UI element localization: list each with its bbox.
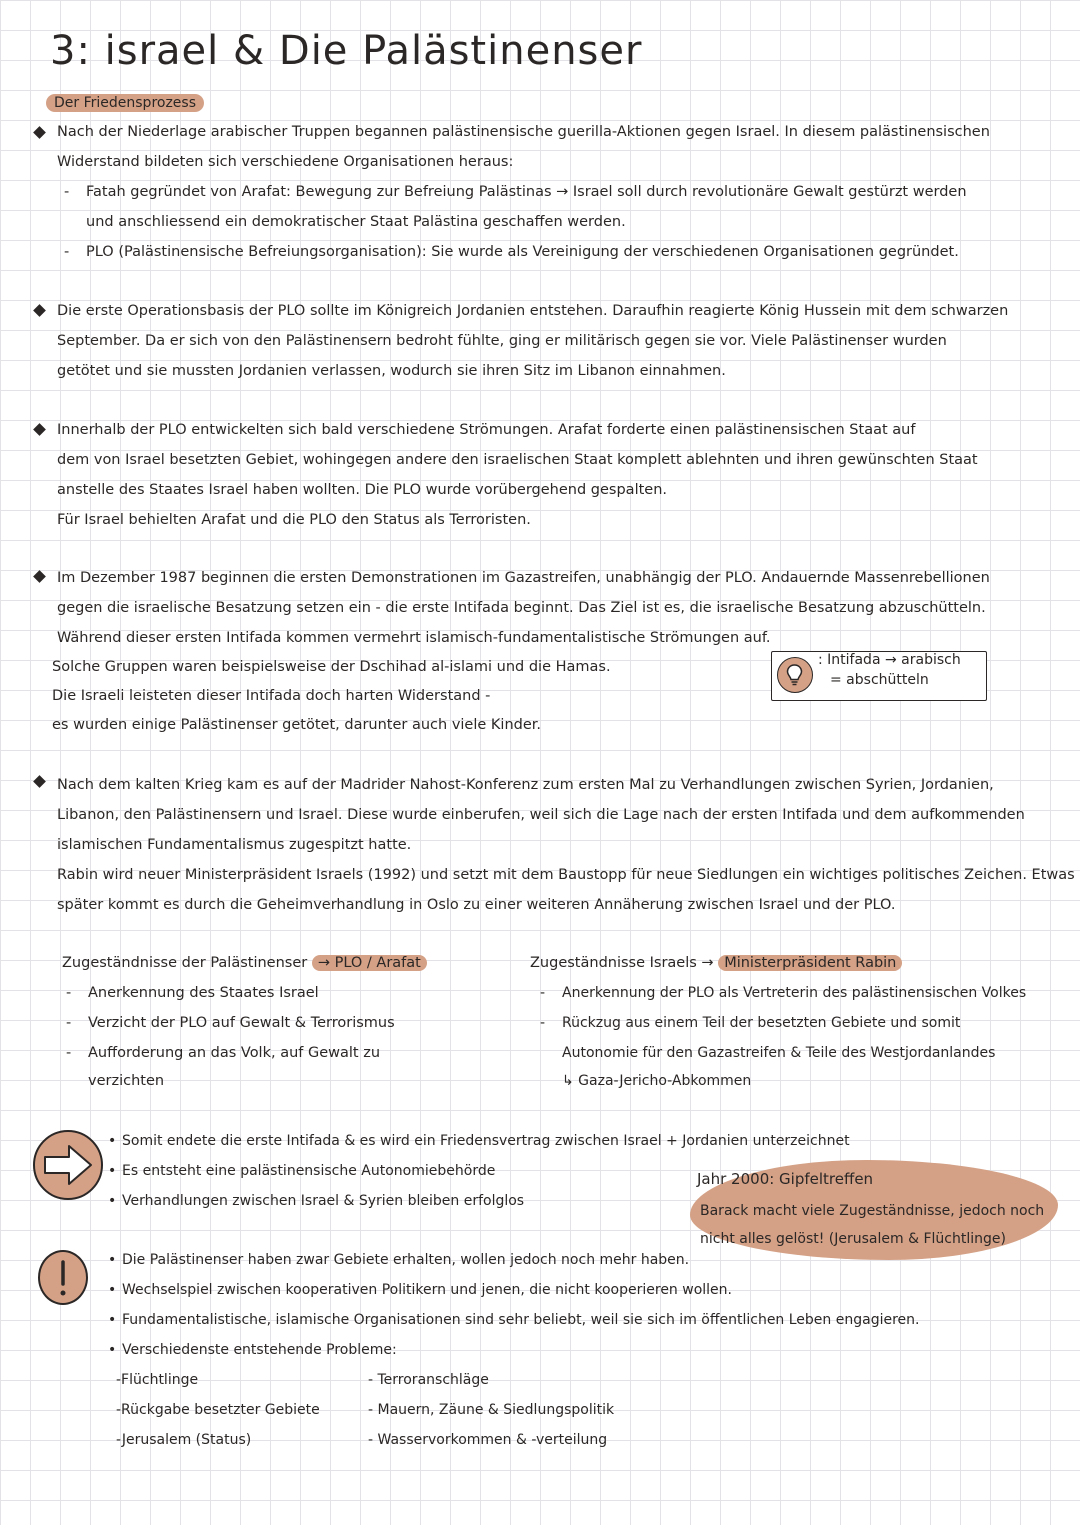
gaza-jericho-agreement: ↳ Gaza-Jericho-Abkommen (562, 1073, 752, 1089)
problem-item: -Jerusalem (Status) (116, 1432, 252, 1448)
block5-line1: Nach dem kalten Krieg kam es auf der Madrider Nahost-Konferenz zum ersten Mal zu Verhandlungen zwischen Syrien, Jordanien, (57, 777, 994, 793)
block1-item2-line1: - PLO (Palästinensische Befreiungsorganisation): Sie wurde als Vereinigung der verschiedenen Organisationen gegründet. (86, 237, 959, 267)
arrow-right-icon (33, 1130, 103, 1200)
block5-line5: später kommt es durch die Geheimverhandlung in Oslo zu einer weiteren Annäherung zwischen Israel und der PLO. (57, 897, 896, 913)
warning-item: • Die Palästinenser haben zwar Gebiete erhalten, wollen jedoch noch mehr haben. (122, 1245, 689, 1275)
block2-line1: Die erste Operationsbasis der PLO sollte im Königreich Jordanien entstehen. Daraufhin reagierte König Hussein mit dem schwarzen (57, 303, 1009, 319)
exclamation-icon-svg (40, 1252, 86, 1303)
bullet-diamond-icon (33, 304, 46, 317)
concessions-left-heading-text: Zugeständnisse der Palästinenser (62, 955, 308, 971)
concessions-left-item: - Anerkennung des Staates Israel (88, 978, 319, 1008)
summit-2000-heading: Jahr 2000: Gipfeltreffen (697, 1170, 874, 1188)
block3-line1: Innerhalb der PLO entwickelten sich bald verschiedene Strömungen. Arafat forderte einen palästinensischen Staat auf (57, 422, 916, 438)
exclamation-icon (38, 1250, 88, 1305)
block3-line4: Für Israel behielten Arafat und die PLO den Status als Terroristen. (57, 512, 531, 528)
concessions-right-item: - Anerkennung der PLO als Vertreterin des palästinensischen Volkes (562, 978, 1026, 1008)
bullet-diamond-icon (33, 775, 46, 788)
block1-item1-line2: und anschliessend ein demokratischer Staat Palästina geschaffen werden. (86, 214, 626, 230)
concessions-right-tag: Ministerpräsident Rabin (718, 955, 902, 971)
problem-item: -Flüchtlinge (116, 1372, 199, 1388)
lightbulb-icon (777, 657, 813, 693)
block3-line3: anstelle des Staates Israel haben wollten. Die PLO wurde vorübergehend gespalten. (57, 482, 667, 498)
block2-line3: getötet und sie mussten Jordanien verlassen, wodurch sie ihren Sitz im Libanon einnahmen. (57, 363, 726, 379)
warning-item: • Verschiedenste entstehende Probleme: (122, 1335, 397, 1365)
section-label (46, 93, 204, 113)
concessions-right-item-cont: Autonomie für den Gazastreifen & Teile des Westjordanlandes (562, 1045, 996, 1061)
block3-line2: dem von Israel besetzten Gebiet, wohingegen andere den israelischen Staat komplett ablehnten und ihren gewünschten Staat (57, 452, 978, 468)
problem-item: - Wasservorkommen & -verteilung (368, 1432, 608, 1448)
intifada-info-box (771, 651, 987, 701)
result-item: • Verhandlungen zwischen Israel & Syrien bleiben erfolglos (122, 1186, 524, 1216)
concessions-left-item: - Verzicht der PLO auf Gewalt & Terrorismus (88, 1008, 395, 1038)
result-item: • Es entsteht eine palästinensische Autonomiebehörde (122, 1156, 495, 1186)
block4-line4: Solche Gruppen waren beispielsweise der Dschihad al-islami und die Hamas. (52, 659, 611, 675)
lightbulb-icon-svg (778, 658, 811, 691)
block1-item1-line1: - Fatah gegründet von Arafat: Bewegung zur Befreiung Palästinas → Israel soll durch revolutionäre Gewalt gestürzt werden (86, 177, 967, 207)
bullet-diamond-icon (33, 126, 46, 139)
concessions-left-heading (62, 948, 427, 978)
intifada-info-line1: : Intifada → arabisch (818, 652, 961, 668)
block4-line5: Die Israeli leisteten dieser Intifada doch harten Widerstand - (52, 688, 491, 704)
warning-item: • Fundamentalistische, islamische Organisationen sind sehr beliebt, weil sie sich im öffentlichen Leben engagieren. (122, 1305, 919, 1335)
intifada-info-line2: = abschütteln (830, 672, 929, 688)
warning-item: • Wechselspiel zwischen kooperativen Politikern und jenen, die nicht kooperieren wollen. (122, 1275, 732, 1305)
concessions-right-heading (530, 948, 902, 978)
problem-item: -Rückgabe besetzter Gebiete (116, 1402, 320, 1418)
block1-line1: Nach der Niederlage arabischer Truppen begannen palästinensische guerilla-Aktionen gegen Israel. In diesem palästinensischen (57, 124, 990, 140)
block4-line2: gegen die israelische Besatzung setzen ein - die erste Intifada beginnt. Das Ziel ist es, die israelische Besatzung abzuschütteln. (57, 600, 986, 616)
block4-line6: es wurden einige Palästinenser getötet, darunter auch viele Kinder. (52, 717, 541, 733)
block5-line4: Rabin wird neuer Ministerpräsident Israels (1992) und setzt mit dem Baustopp für neue Siedlungen ein wichtiges politisches Zeichen. Etwas (57, 867, 1075, 883)
block5-line2: Libanon, den Palästinensern und Israel. Diese wurde einberufen, weil sich die Lage nach der ersten Intifada und dem aufkommenden (57, 807, 1025, 823)
arrow-right-icon-svg (35, 1132, 101, 1198)
page-title: 3: israel & Die Palästinenser (50, 28, 643, 74)
section-label-text: Der Friedensprozess (46, 94, 204, 112)
bullet-diamond-icon (33, 570, 46, 583)
block4-line3: Während dieser ersten Intifada kommen vermehrt islamisch-fundamentalistische Strömungen auf. (57, 630, 771, 646)
concessions-left-tag: → PLO / Arafat (312, 955, 427, 971)
concessions-left-item-cont: verzichten (88, 1073, 165, 1089)
summit-2000-line1: Barack macht viele Zugeständnisse, jedoch noch (700, 1203, 1045, 1219)
problem-item: - Terroranschläge (368, 1372, 489, 1388)
concessions-right-item: - Rückzug aus einem Teil der besetzten Gebiete und somit (562, 1008, 960, 1038)
summit-2000-line2: nicht alles gelöst! (Jerusalem & Flüchtlinge) (700, 1231, 1006, 1247)
block1-line2: Widerstand bildeten sich verschiedene Organisationen heraus: (57, 154, 514, 170)
block5-line3: islamischen Fundamentalismus zugespitzt hatte. (57, 837, 412, 853)
bullet-diamond-icon (33, 423, 46, 436)
problem-item: - Mauern, Zäune & Siedlungspolitik (368, 1402, 615, 1418)
block4-line1: Im Dezember 1987 beginnen die ersten Demonstrationen im Gazastreifen, unabhängig der PLO. Andauernde Massenrebellionen (57, 570, 990, 586)
result-item: • Somit endete die erste Intifada & es wird ein Friedensvertrag zwischen Israel + Jordanien unterzeichnet (122, 1126, 850, 1156)
block2-line2: September. Da er sich von den Palästinensern bedroht fühlte, ging er militärisch gegen sie vor. Viele Palästinenser wurden (57, 333, 947, 349)
concessions-right-heading-text: Zugeständnisse Israels → (530, 955, 714, 971)
concessions-left-item: - Aufforderung an das Volk, auf Gewalt zu (88, 1038, 380, 1068)
